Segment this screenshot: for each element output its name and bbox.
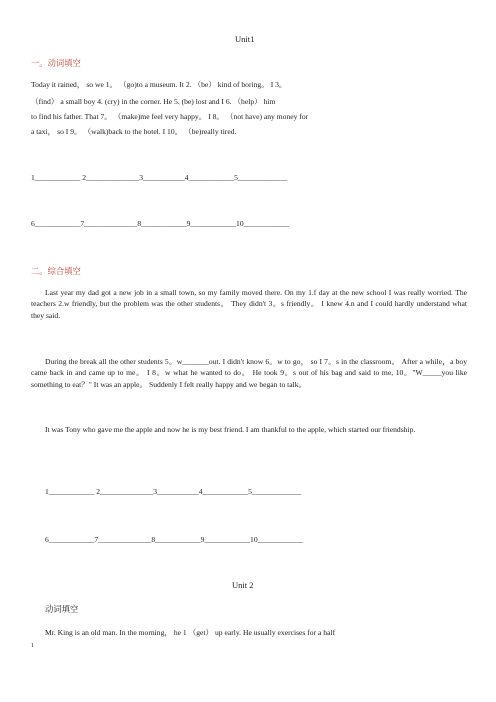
section2-paragraph-3: It was Tony who gave me the apple and now he is my best friend. I am thankful to the apple, which started our friendship.: [45, 425, 416, 434]
unit2-title: Unit 2: [232, 580, 254, 590]
section1-line-2: （find） a small boy 4. (cry) in the corner. He 5. (be) lost and I 6. （help） him: [31, 97, 276, 106]
section2-paragraph-2: During the break all the other students 5。w_______out. I didn't know 6。w to go， so I 7。s in the classroom。 After a while，a boy came back in and came up to me。 I 8。w what he wanted to do。 He took 9。s out of his bag and said to me, 10。"W_____you like something to eat？" It was an apple。 Suddenly I felt really happy and we began to talk。: [31, 357, 467, 389]
section1-line-1: Today it rained， so we 1。 （go)to a museum. It 2. （be） kind of boring。 I 3。: [31, 80, 287, 89]
section2-answer-line-2: 6____________7______________8____________9____________10____________: [45, 535, 304, 544]
section1-line-4: a taxi， so I 9。 （walk)back to the hotel. I 10。 （be)really tired.: [31, 127, 237, 136]
page-number: 1: [31, 643, 34, 649]
section2-answer-line-1: 1____________ 2______________3___________4____________5_____________: [45, 487, 302, 496]
section2-paragraph-1: Last year my dad got a new job in a small town, so my family moved there. On my 1.f day at the new school I was really worried. The teachers 2.w friendly, but the problem was the other students。 They didn't 3。s friendly。 I knew 4.n and I could hardly understand what they said.: [31, 288, 467, 320]
section1-heading: 一。动词填空: [31, 58, 81, 68]
section2-heading: 二。综合填空: [31, 266, 81, 276]
section1-answer-line-2: 6____________7______________8____________9____________10____________: [31, 219, 290, 228]
unit1-title: Unit1: [235, 34, 255, 44]
section1-line-3: to find his father. That 7。 （make)me feel very happy。 I 8。 （not have) any money for: [31, 112, 309, 121]
unit2-text: Mr. King is an old man. In the morning， he 1 （get） up early. He usually exercises for a half: [45, 628, 336, 637]
section1-answer-line-1: 1____________ 2______________3___________4____________5_____________: [31, 173, 288, 182]
unit2-heading: 动词填空: [45, 604, 79, 614]
